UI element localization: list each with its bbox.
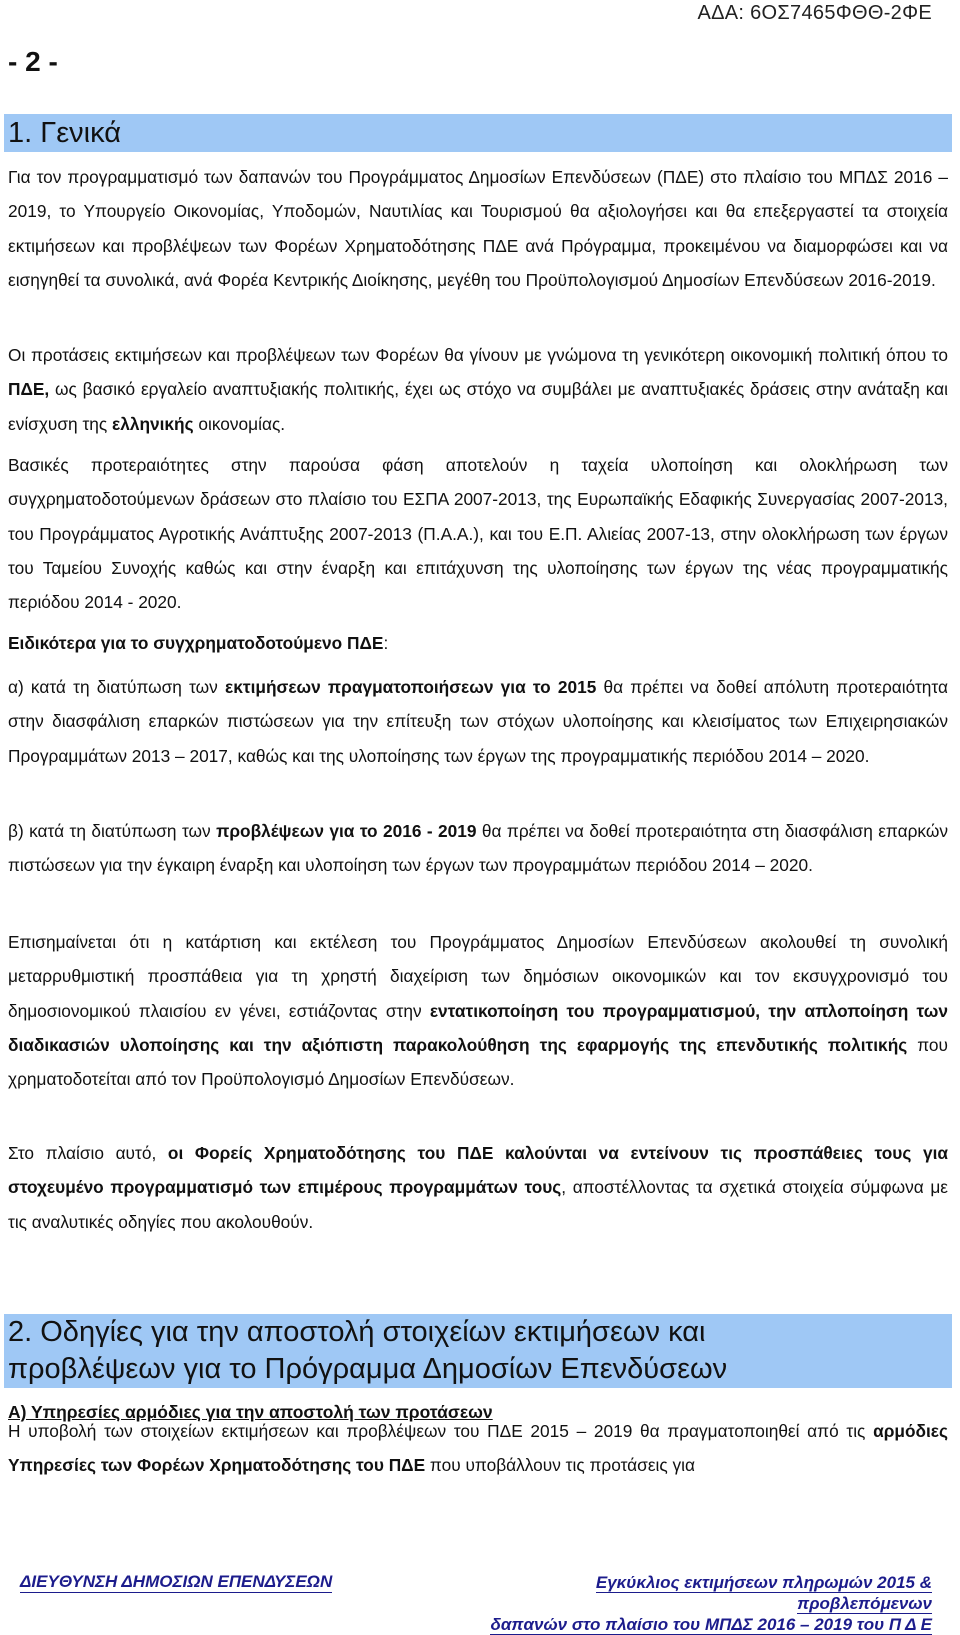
text-run: Οι προτάσεις εκτιμήσεων και προβλέψεων των Φορέων θα γίνουν με γνώμονα τη γενικότερη οικονομική πολιτική όπου το [8, 345, 948, 365]
footer-circular-line-1: Εγκύκλιος εκτιμήσεων πληρωμών 2015 & προβλεπόμενων [595, 1573, 932, 1613]
text-run: Επισημαίνεται ότι η κατάρτιση και εκτέλεση του Προγράμματος Δημοσίων Επενδύσεων ακολουθεί τη συνολική μεταρρυθμιστική προσπάθεια για τη χρηστή διαχείριση των δημόσιων οικονομικών και τον εκσυγχρονισμό του δημοσιονομικού πλαισίου εν γένει, εστιάζοντας στην [8, 932, 948, 1021]
page-number: - 2 - [8, 46, 58, 77]
section-1-paragraph-2 [8, 338, 948, 441]
section-1-heading: 1. Γενικά [4, 114, 952, 152]
section-2-subtitle: Α) Υπηρεσίες αρμόδιες για την αποστολή των προτάσεων [8, 1402, 493, 1422]
section-1-paragraph-7 [8, 925, 948, 1096]
section-2-heading-line-1: 2. Οδηγίες για την αποστολή στοιχείων εκτιμήσεων και [8, 1316, 706, 1348]
footer-circular-title [462, 1572, 932, 1635]
text-run: Η υποβολή των στοιχείων εκτιμήσεων και προβλέψεων του ΠΔΕ 2015 – 2019 θα πραγματοποιηθεί από τις [8, 1421, 874, 1441]
text-run: οικονομίας. [193, 413, 286, 434]
text-run: που υποβάλλουν τις προτάσεις για [425, 1455, 695, 1476]
bold-run: προβλέψεων για το 2016 - 2019 [216, 821, 477, 841]
section-1-paragraph-4 [8, 626, 948, 660]
text-run: θα πρέπει να δοθεί απόλυτη προτεραιότητα στην διασφάλιση επαρκών πιστώσεων για την επίτευξη των στόχων υλοποίησης και κλεισίματος των Επιχειρησιακών Προγραμμάτων 2013 – 2017, καθώς και της υλοποίησης των έργων της προγραμματικής περιόδου 2014 – 2020. [8, 677, 948, 766]
bold-run: αρμόδιες Υπηρεσίες των Φορέων Χρηματοδότησης του ΠΔΕ [8, 1421, 948, 1476]
bold-run: ΠΔΕ, [8, 379, 50, 400]
section-1-paragraph-3: Βασικές προτεραιότητες στην παρούσα φάση αποτελούν η ταχεία υλοποίηση και ολοκλήρωση των συγχρηματοδοτούμενων δράσεων στο πλαίσιο του ΕΣΠΑ 2007-2013, της Ευρωπαϊκής Εδαφικής Συνεργασίας 2007-2013, του Προγράμματος Αγροτικής Ανάπτυξης 2007-2013 (Π.Α.Α.), και του Ε.Π. Αλιείας 2007-13, στην ολοκλήρωση των έργων του Ταμείου Συνοχής καθώς και στην έναρξη και επιτάχυνση της υλοποίησης των έργων της νέας προγραμματικής περιόδου 2014 - 2020. [8, 455, 948, 613]
text-run: Στο πλαίσιο αυτό, [8, 1143, 168, 1163]
section-1-paragraph-1: Για τον προγραμματισμό των δαπανών του Προγράμματος Δημοσίων Επενδύσεων (ΠΔΕ) στο πλαίσιο του ΜΠΔΣ 2016 – 2019, το Υπουργείο Οικονομίας, Υποδομών, Ναυτιλίας και Τουρισμού θα αξιολογήσει και θα επεξεργαστεί τα στοιχεία εκτιμήσεων και προβλέψεων των Φορέων Χρηματοδότησης ΠΔΕ ανά Πρόγραμμα, προκειμένου να διαμορφώσει και να εισηγηθεί τα συνολικά, ανά Φορέα Κεντρικής Διοίκησης, μεγέθη του Προϋπολογισμού Δημοσίων Επενδύσεων 2016-2019. [8, 167, 948, 290]
text-run: , αποστέλλοντας τα σχετικά στοιχεία σύμφωνα με τις αναλυτικές οδηγίες που ακολουθούν. [8, 1177, 948, 1232]
footer-department: ΔΙΕΥΘΥΝΣΗ ΔΗΜΟΣΙΩΝ ΕΠΕΝΔΥΣΕΩΝ [20, 1572, 333, 1591]
bold-run: ελληνικής [112, 413, 194, 434]
text-run: β) κατά τη διατύπωση των [8, 821, 217, 841]
text-run: που χρηματοδοτείται από τον Προϋπολογισμό Δημοσίων Επενδύσεων. [8, 1034, 948, 1090]
section-1-paragraph-6 [8, 814, 948, 883]
text-run: : [383, 633, 389, 653]
footer-circular-line-2: δαπανών στο πλαίσιο του ΜΠΔΣ 2016 – 2019 του Π Δ Ε [490, 1615, 932, 1634]
section-1-paragraph-5 [8, 670, 948, 773]
text-run: θα πρέπει να δοθεί προτεραιότητα στη διασφάλιση επαρκών πιστώσεων για την έγκαιρη έναρξη και υλοποίηση των έργων των προγραμμάτων περιόδου 2014 – 2020. [8, 821, 948, 876]
ada-code: ΑΔΑ: 6ΟΣ7465ΦΘΘ-2ΦΕ [697, 2, 932, 24]
section-2-heading [4, 1314, 952, 1388]
section-2-heading-line-2: προβλέψεων για το Πρόγραμμα Δημοσίων Επενδύσεων [8, 1353, 728, 1385]
bold-run: οι Φορείς Χρηματοδότησης του ΠΔΕ καλούνται να εντείνουν τις προσπάθειες τους για στοχευμένο προγραμματισμό των επιμέρους προγραμμάτων τους [8, 1143, 949, 1198]
section-2-paragraph-1 [8, 1414, 948, 1483]
text-run: ως βασικό εργαλείο αναπτυξιακής πολιτικής, έχει ως στόχο να συμβάλει με αναπτυξιακές δράσεις στην ανάταξη και ενίσχυση της [8, 379, 948, 434]
section-1-paragraph-8 [8, 1136, 948, 1239]
text-run: α) κατά τη διατύπωση των [8, 677, 226, 697]
bold-run: εντατικοποίηση του προγραμματισμού, την απλοποίηση των διαδικασιών υλοποίησης και την αξιόπιστη παρακολούθηση της εφαρμογής της επενδυτικής πολιτικής [8, 1000, 948, 1055]
bold-run: Ειδικότερα για το συγχρηματοδοτούμενο ΠΔΕ [8, 633, 384, 653]
bold-run: εκτιμήσεων πραγματοποιήσεων για το 2015 [225, 677, 597, 697]
